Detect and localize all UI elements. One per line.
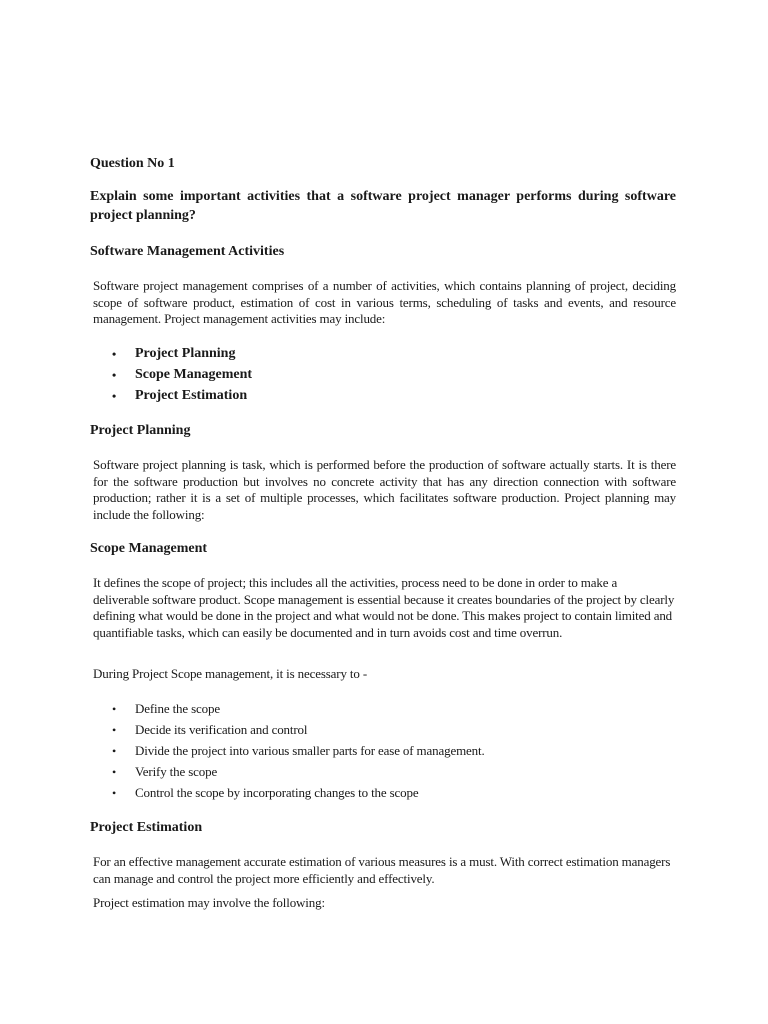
scope-list (112, 699, 672, 804)
list-item: • Project Planning (112, 344, 672, 365)
activities-list (112, 344, 672, 407)
question-label: Question No 1 (90, 156, 175, 171)
scope-paragraph: It defines the scope of project; this includes all the activities, process need to be done in order to make a deliverable software product. Scope management is essential because it creates boundaries of the project by clearly defining what would be done in the project and what would not be done. This makes project to contain limited and quantifiable tasks, which can easily be documented and in turn avoids cost and time overrun. (93, 575, 675, 640)
bullet-icon: • (112, 368, 117, 382)
bullet-icon: • (112, 702, 117, 716)
list-item: • Divide the project into various smaller parts for ease of management. (112, 741, 672, 762)
bullet-icon: • (112, 389, 117, 403)
bullet-icon: • (112, 723, 117, 737)
section-heading-estimation: Project Estimation (90, 820, 203, 835)
list-item: • Define the scope (112, 699, 672, 720)
bullet-icon: • (112, 765, 117, 779)
list-item: • Scope Management (112, 365, 672, 386)
list-item: • Decide its verification and control (112, 720, 672, 741)
bullet-icon: • (112, 347, 117, 361)
section-heading-planning: Project Planning (90, 423, 191, 438)
estimation-paragraph: For an effective management accurate estimation of various measures is a must. With correct estimation managers can manage and control the project more efficiently and effectively. (93, 854, 671, 886)
list-item: • Project Estimation (112, 386, 672, 407)
section-heading-scope: Scope Management (90, 541, 208, 556)
list-item: • Verify the scope (112, 762, 672, 783)
activities-paragraph: Software project management comprises of a number of activities, which contains planning of project, deciding scope of software product, estimation of cost in various terms, scheduling of tasks and events, and resource management. Project management activities may include: (93, 278, 676, 327)
planning-paragraph: Software project planning is task, which is performed before the production of software actually starts. It is there for the software production but involves no concrete activity that has any direction connection with software production; rather it is a set of multiple processes, which facilitates software production. Project planning may include the following: (93, 457, 676, 522)
question-text: Explain some important activities that a software project manager performs during software project planning? (90, 189, 676, 223)
bullet-icon: • (112, 744, 117, 758)
estimation-intro: Project estimation may involve the following: (93, 895, 325, 910)
bullet-icon: • (112, 786, 117, 800)
list-item: • Control the scope by incorporating changes to the scope (112, 783, 672, 804)
section-heading-activities: Software Management Activities (90, 244, 285, 259)
scope-intro: During Project Scope management, it is necessary to - (93, 666, 368, 681)
